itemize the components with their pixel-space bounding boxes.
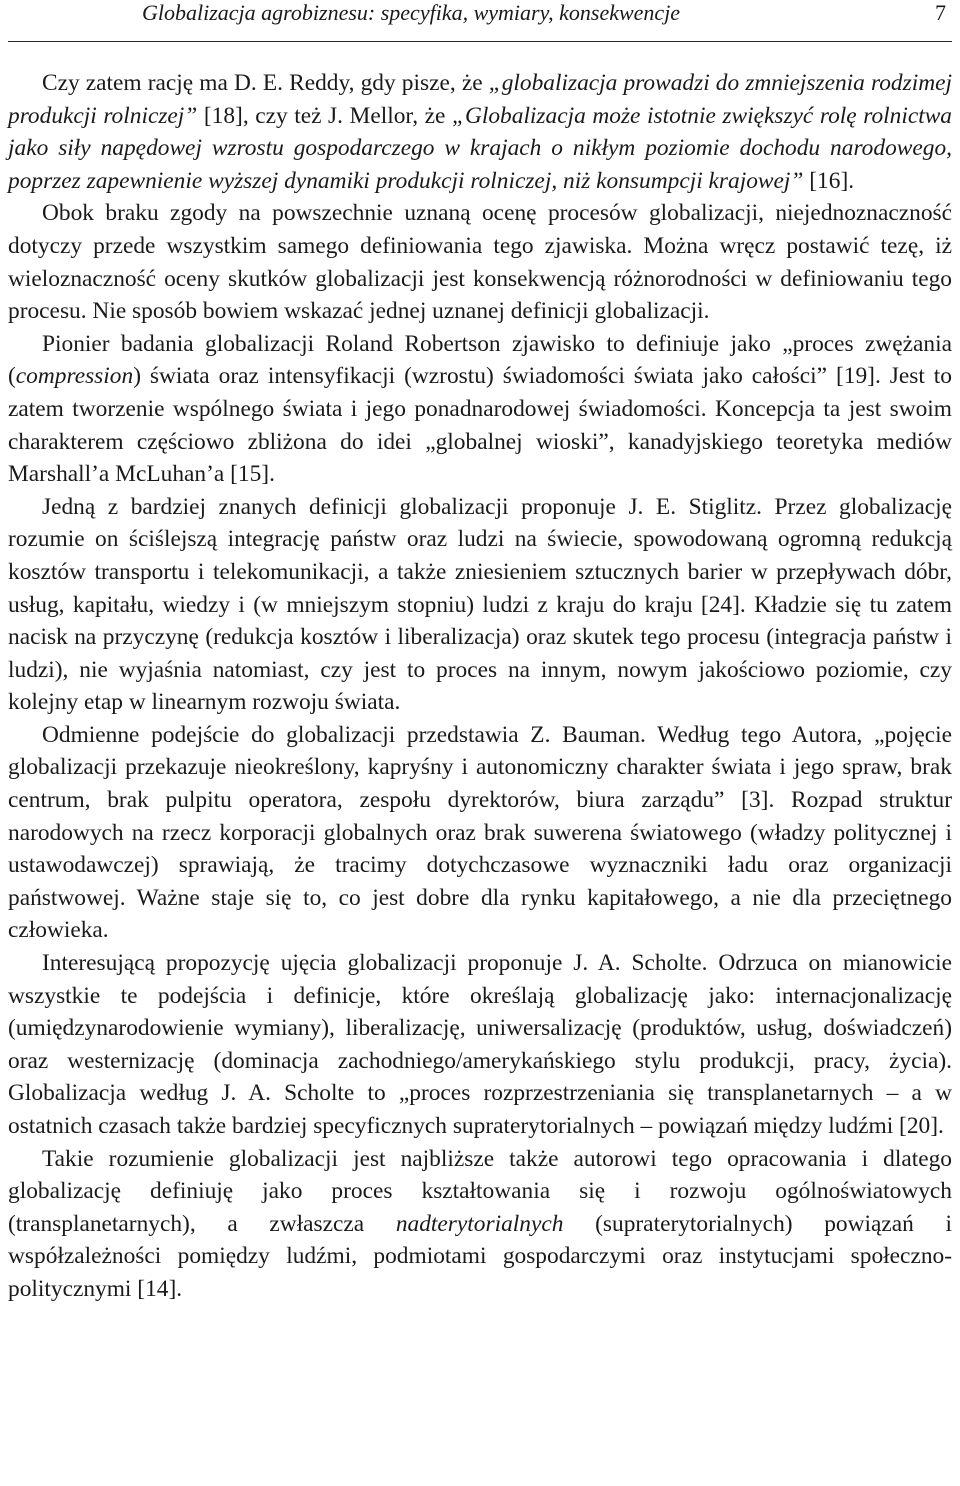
text-run: Pionier badania globalizacji Roland Robertson zjawisko to definiuje jako „proces zwężania ( [8,330,952,390]
text-run: [18], czy też J. Mellor, że [197,102,452,129]
italic-text: compression [15,363,134,390]
text-run: Czy zatem rację ma D. E. Reddy, gdy pisze, że [42,70,489,96]
running-head-title: Globalizacja agrobiznesu: specyfika, wymiary, konsekwencje [142,0,681,25]
text-run: Interesującą propozycję ujęcia globalizacji proponuje J. A. Scholte. Odrzuca on mianowicie wszystkie te podejścia i definicje, które określają globalizację jako: internacjonalizację (umiędzynarodowienie wymiany), liberalizację, uniwersalizację (produktów, usług, doświadczeń) oraz westernizację (dominacja zachodniego/amerykańskiego stylu produkcji, pracy, życia). Globalizacja według J. A. Scholte to „proces rozprzestrzeniania się transplanetarnych – a w ostatnich czasach także bardziej specyficznych supraterytorialnych – powiązań między ludźmi [20]. [8,950,952,1139]
text-run: Jedną z bardziej znanych definicji globalizacji proponuje J. E. Stiglitz. Przez globalizację rozumie on ściślejszą integrację państw oraz ludzi na świecie, spowodowaną ogromną redukcją kosztów transportu i telekomunikacji, a także zniesieniem sztucznych barier w przepływach dóbr, usług, kapitału, wiedzy i (w mniejszym stopniu) ludzi z kraju do kraju [24]. Kładzie się tu zatem nacisk na przyczynę (redukcja kosztów i liberalizacja) oraz skutek tego procesu (integracja państw i ludzi), nie wyjaśnia natomiast, czy jest to proces na innym, nowym jakościowo poziomie, czy kolejny etap w linearnym rozwoju świata. [8,493,952,716]
italic-text: nadterytorialnych [395,1210,564,1237]
text-run: ) świata oraz intensyfikacji (wzrostu) świadomości świata jako całości” [19]. Jest to zatem tworzenie wspólnego świata i jego ponadnarodowej świadomości. Koncepcja ta jest swoim charakterem częściowo zbliżona do idei „globalnej wioski”, kanadyjskiego teoretyka mediów Marshall’a McLuhan’a [15]. [8,363,952,488]
paragraph [8,67,952,197]
paragraph [8,328,952,491]
text-run: Obok braku zgody na powszechnie uznaną ocenę procesów globalizacji, niejednoznaczność dotyczy przede wszystkim samego definiowania tego zjawiska. Można wręcz postawić tezę, iż wieloznaczność oceny skutków globalizacji jest konsekwencją różnorodności w definiowaniu tego procesu. Nie sposób bowiem wskazać jednej uznanej definicji globalizacji. [8,200,952,325]
text-run: (supraterytorialnych) powiązań i współzależności pomiędzy ludźmi, podmiotami gospodarczymi oraz instytucjami społeczno-politycznymi [14]. [8,1210,952,1302]
italic-text: „globalizacja prowadzi do zmniejszenia rodzimej produkcji rolniczej” [8,70,952,129]
text-run: [16]. [803,167,855,194]
running-head [8,0,952,41]
page-number: 7 [935,0,946,25]
paragraph [8,947,952,1143]
body-text [8,42,952,1306]
paragraph [8,491,952,719]
paragraph [8,719,952,947]
text-run: Odmienne podejście do globalizacji przedstawia Z. Bauman. Według tego Autora, „pojęcie globalizacji przekazuje nieokreślony, kapryśny i autonomiczny charakter świata i jego spraw, brak centrum, brak pulpitu operatora, zespołu dyrektorów, biura zarządu” [3]. Rozpad struktur narodowych na rzecz korporacji globalnych oraz brak suwerena światowego (władzy politycznej i ustawodawczej) sprawiają, że tracimy dotychczasowe wyznaczniki ładu oraz organizacji państwowej. Ważne staje się to, co jest dobre dla rynku kapitałowego, a nie dla przeciętnego człowieka. [8,721,952,944]
paragraph [8,197,952,327]
text-run: Takie rozumienie globalizacji jest najbliższe także autorowi tego opracowania i dlatego globalizację definiuję jako proces kształtowania się i rozwoju ogólnoświatowych (transplanetarnych), a zwłaszcza [8,1145,952,1237]
paragraph [8,1143,952,1306]
italic-text: „Globalizacja może istotnie zwiększyć rolę rolnictwa jako siły napędowej wzrostu gospodarczego w krajach o nikłym poziomie dochodu narodowego, poprzez zapewnienie wyższej dynamiki produkcji rolniczej, niż konsumpcji krajowej” [8,102,953,194]
